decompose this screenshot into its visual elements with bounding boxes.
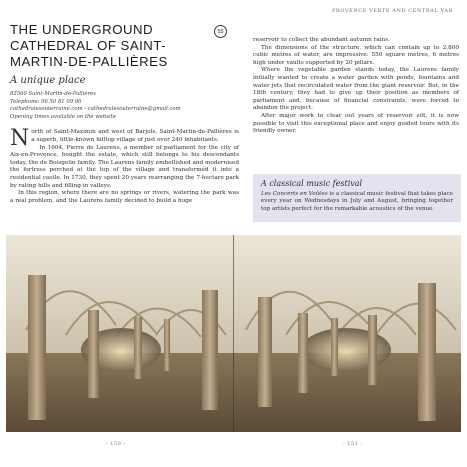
info-block xyxy=(10,91,239,121)
lit-recess-right xyxy=(301,328,391,372)
entry-number-badge: 55 xyxy=(214,25,227,38)
page-number-left: - 150 - xyxy=(106,441,126,447)
right-paragraph-4: After major work to clear out years of reservoir silt, it is now possible to visit this exceptional place and enjoy guided tours with its friendly owner. xyxy=(253,112,459,135)
paragraph-1 xyxy=(10,126,239,152)
page-number-right: - 151 - xyxy=(343,441,363,447)
info-web-email: cathedralesouterraine.com - cathedralesouterraine@gmail.com xyxy=(10,106,181,113)
cathedral-photo xyxy=(6,235,461,432)
festival-sidebar xyxy=(253,174,461,222)
sidebar-description: is a classical music festival that takes place every year on Wednesdays in July and August, bringing together top artists perfect for the remarkable acoustics of the venue. xyxy=(261,191,453,212)
left-body-text xyxy=(10,126,239,205)
info-address: 83560 Saint-Martin-de-Pallières xyxy=(10,91,96,97)
sidebar-festival-name: Les Concerts en Voûtes xyxy=(261,191,328,197)
sidebar-title: A classical music festival xyxy=(261,179,363,188)
info-opening-times: Opening times available on the website xyxy=(10,113,116,120)
running-head: PROVENCE VERTE AND CENTRAL VAR xyxy=(331,8,453,14)
right-column xyxy=(253,37,459,136)
sidebar-text xyxy=(261,191,453,213)
page-title: THE UNDERGROUND CATHEDRAL OF SAINT-MARTIN-DE-PALLIÈRES xyxy=(10,22,168,69)
title-row xyxy=(10,22,239,70)
paragraph-2: In 1604, Pierre de Laurens, a member of parliament for the city of Aix-en-Provence, bought the estate, which still belongs to his descendants today, the de Boisgelin family. The Laurens family embellished and modernised the fortress perched at the top of the village and transformed it into a residential castle. In 1730, they spent 20 years rearranging the 7-hectare park by rating hills and filling-in valleys. xyxy=(10,144,239,189)
underground-reservoir-illustration xyxy=(6,235,461,432)
left-column xyxy=(10,22,239,205)
info-telephone: Telephone: 06 50 81 09 96 xyxy=(10,98,82,105)
paragraph-3: In this region, where there are no springs or rivers, watering the park was a real problem, and the Laurens family decided to build a huge xyxy=(10,190,239,204)
drop-cap: N xyxy=(10,126,30,152)
right-paragraph-1: reservoir to collect the abundant autumn rains. xyxy=(253,37,390,43)
right-paragraph-3: Where the vegetable garden stands today, the Laurens family initially wanted to create a water garden with ponds, fountains and water jets that recirculated water from the giant reservoir. But, in the 18th century, they had to give up their position as members of parliament and, because of financial constraints, were forced to abandon the project. xyxy=(253,67,459,112)
subtitle: A unique place xyxy=(10,75,86,86)
right-paragraph-2: The dimensions of the structure, which can contain up to 2,800 cubic metres of water, are impressive: 550 square metres, 6 metres high under vaults supported by 20 pillars. xyxy=(253,44,459,66)
paragraph-1-text: orth of Saint-Maximin and west of Barjols, Saint-Martin-de-Pallières is a superb, little-known hilltop village of just over 240 inhabitants. xyxy=(31,129,239,143)
